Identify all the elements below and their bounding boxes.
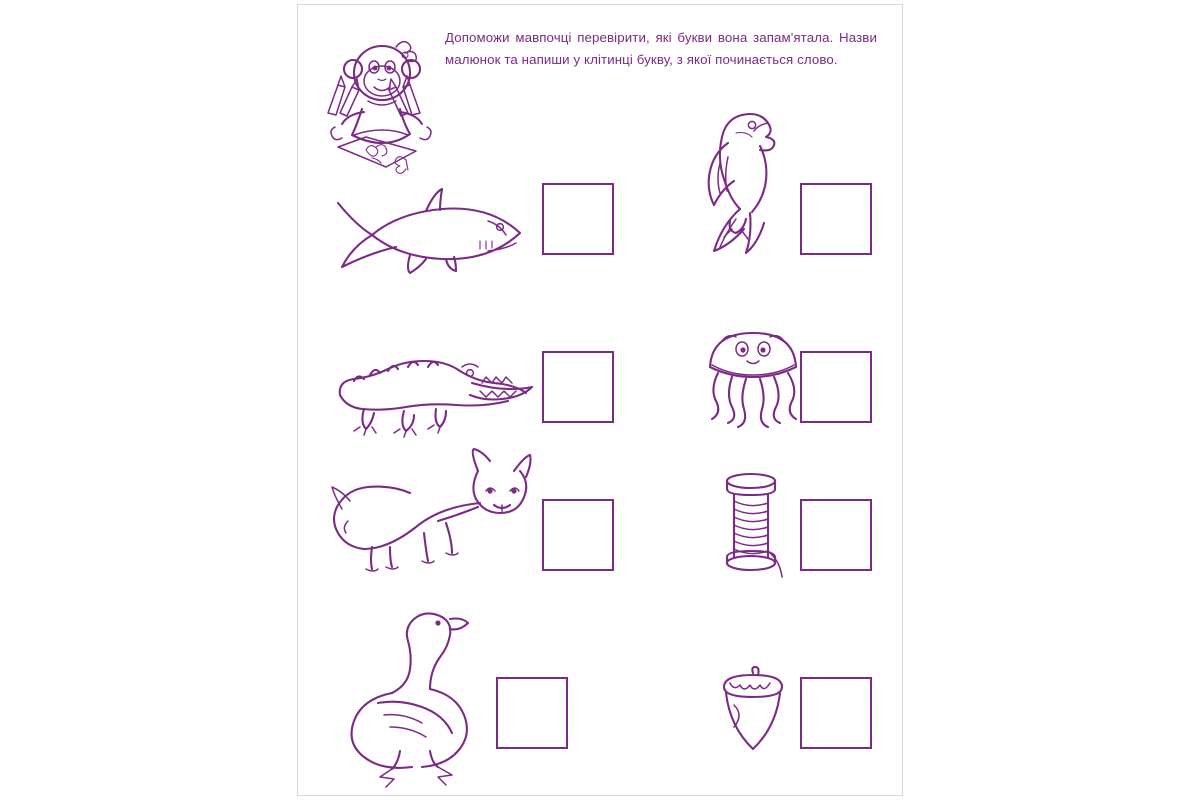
answer-box-goose[interactable]: [496, 677, 568, 749]
worksheet-page: [297, 4, 903, 796]
parrot-icon: [680, 101, 790, 261]
answer-box-fox[interactable]: [542, 499, 614, 571]
answer-box-parrot[interactable]: [800, 183, 872, 255]
jellyfish-icon: [698, 317, 808, 437]
answer-box-crocodile[interactable]: [542, 351, 614, 423]
fox-icon: [328, 447, 538, 575]
answer-box-thread-spool[interactable]: [800, 499, 872, 571]
answer-box-acorn[interactable]: [800, 677, 872, 749]
goose-icon: [338, 597, 518, 757]
thread-spool-icon: [706, 467, 796, 587]
shark-icon: [330, 185, 530, 275]
crocodile-icon: [330, 347, 536, 435]
instructions-text: Допоможи мавпочці перевірити, які букви вона запам'ятала. Назви малюнок та напиши у клітинці букву, з якої починається слово.: [445, 30, 877, 67]
worksheet-canvas: [298, 5, 902, 795]
answer-box-jellyfish[interactable]: [800, 351, 872, 423]
answer-box-shark[interactable]: [542, 183, 614, 255]
acorn-icon: [710, 665, 796, 765]
monkey-with-crayons-icon: [320, 17, 442, 177]
